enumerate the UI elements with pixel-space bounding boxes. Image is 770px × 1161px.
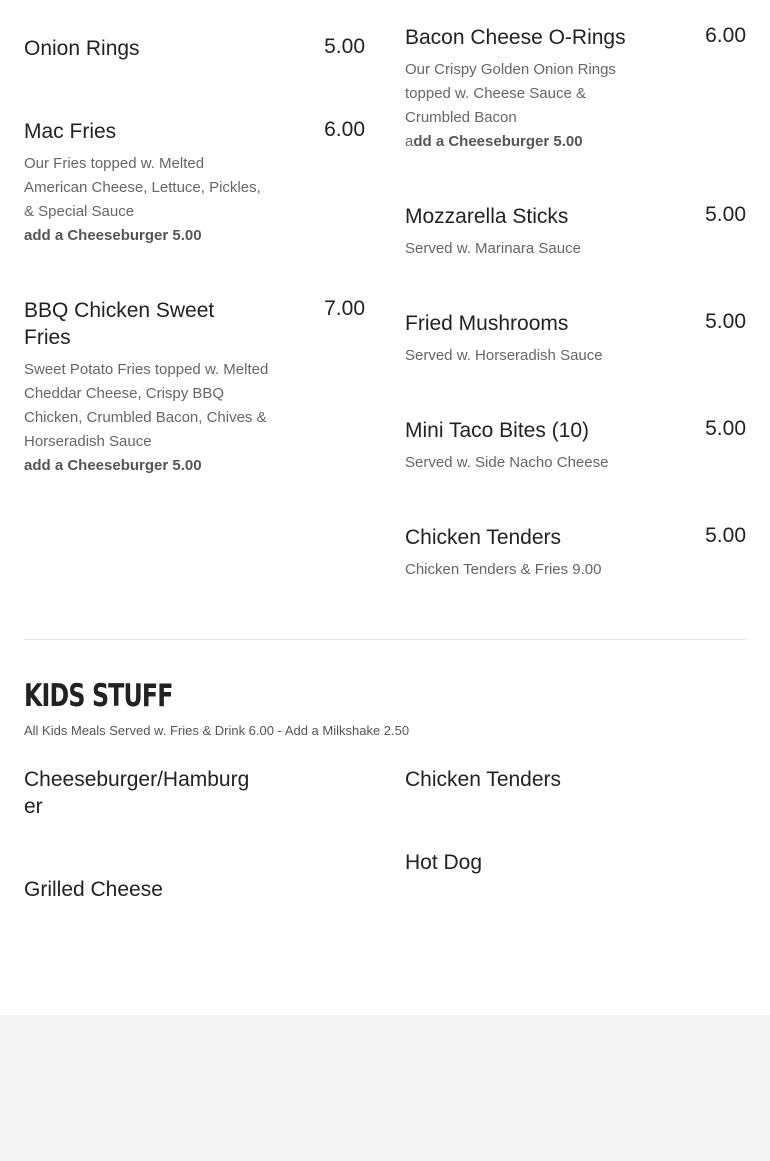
item-name: BBQ Chicken Sweet Fries: [24, 299, 215, 349]
item-addon: add a Cheeseburger 5.00: [24, 457, 202, 474]
item-addon-prefix: a: [405, 133, 414, 150]
item-price: 7.00: [324, 297, 365, 320]
item-price: 5.00: [324, 35, 365, 58]
item-name: Mac Fries: [24, 120, 117, 143]
item-name: Mozzarella Sticks: [405, 205, 569, 228]
section-title-kids: KIDS STUFF: [24, 678, 173, 714]
item-addon: [405, 130, 746, 154]
item-name: Onion Rings: [24, 37, 140, 60]
kids-item-hot-dog: Hot Dog: [405, 851, 483, 874]
item-description: Our Crispy Golden Onion Rings topped w. Cheese Sauce & Crumbled Bacon: [405, 61, 616, 126]
menu-item-bbq-chicken-sweet-fries: [24, 297, 365, 478]
item-description: Chicken Tenders & Fries 9.00: [405, 561, 602, 578]
kids-item-cheeseburger-hamburger: Cheeseburger/Hamburger: [24, 768, 250, 818]
item-description: Our Fries topped w. Melted American Cheese, Lettuce, Pickles, & Special Sauce: [24, 155, 261, 220]
item-name: Mini Taco Bites (10): [405, 419, 590, 442]
page-footer-area: [0, 1015, 770, 1161]
item-price: 5.00: [705, 310, 746, 333]
item-price: 5.00: [705, 524, 746, 547]
kids-item-grilled-cheese: Grilled Cheese: [24, 878, 163, 901]
item-name: Fried Mushrooms: [405, 312, 569, 335]
item-price: 5.00: [705, 417, 746, 440]
menu-item-chicken-tenders: [405, 524, 746, 582]
item-name: Chicken Tenders: [405, 526, 562, 549]
menu-item-fried-mushrooms: [405, 310, 746, 368]
item-description: Served w. Side Nacho Cheese: [405, 454, 609, 471]
item-price: 5.00: [705, 203, 746, 226]
section-subtitle-kids: All Kids Meals Served w. Fries & Drink 6.00 - Add a Milkshake 2.50: [24, 723, 410, 738]
menu-item-mini-taco-bites: [405, 417, 746, 475]
section-divider: [24, 639, 746, 640]
item-price: 6.00: [324, 118, 365, 141]
item-description: Served w. Marinara Sauce: [405, 240, 581, 257]
item-name: Bacon Cheese O-Rings: [405, 26, 626, 49]
item-description: Sweet Potato Fries topped w. Melted Cheddar Cheese, Crispy BBQ Chicken, Crumbled Bacon, Chives & Horseradish Sauce: [24, 361, 269, 450]
item-addon-text: dd a Cheeseburger 5.00: [413, 133, 583, 150]
item-addon: add a Cheeseburger 5.00: [24, 227, 202, 244]
menu-item-mozzarella-sticks: [405, 203, 746, 261]
menu-item-bacon-cheese-o-rings: [405, 24, 746, 154]
kids-item-chicken-tenders: Chicken Tenders: [405, 768, 562, 791]
menu-item-mac-fries: [24, 118, 365, 248]
item-price: 6.00: [705, 24, 746, 47]
menu-item-onion-rings: [24, 35, 365, 62]
item-description: Served w. Horseradish Sauce: [405, 347, 603, 364]
